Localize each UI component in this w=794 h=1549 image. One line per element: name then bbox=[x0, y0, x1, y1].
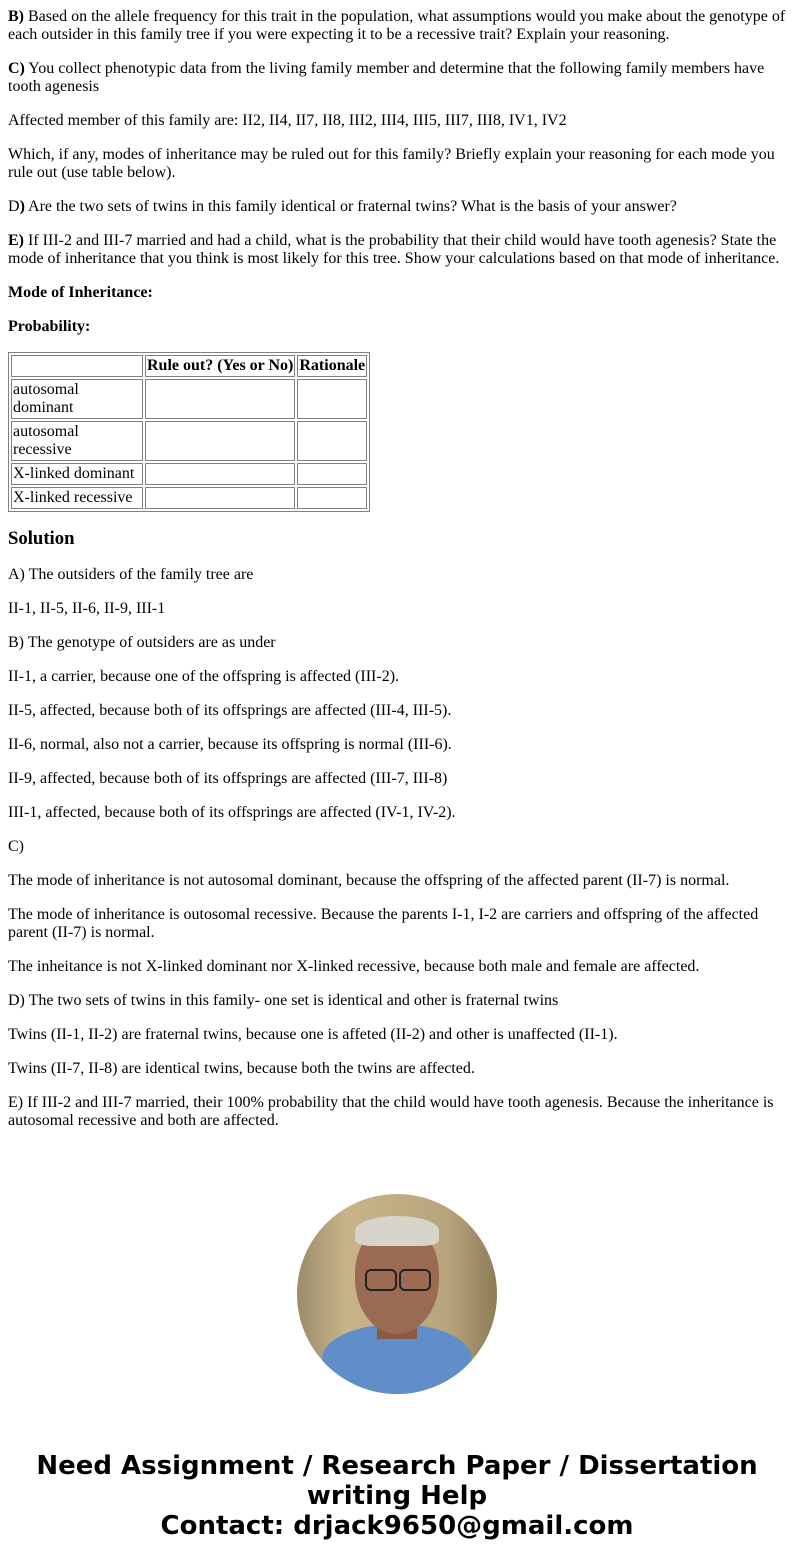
solution-body bbox=[8, 566, 786, 1130]
rule-out-cell bbox=[145, 421, 295, 461]
rationale-cell bbox=[297, 487, 367, 509]
solution-paragraph: II-1, II-5, II-6, II-9, III-1 bbox=[8, 600, 166, 617]
table-header bbox=[11, 355, 143, 377]
table-row bbox=[11, 421, 367, 461]
author-photo-container bbox=[8, 1194, 786, 1399]
solution-paragraph: II-5, affected, because both of its offsprings are affected (III-4, III-5). bbox=[8, 702, 452, 719]
table-header: Rule out? (Yes or No) bbox=[145, 355, 295, 377]
question-c: C) You collect phenotypic data from the living family member and determine that the following family members have tooth agenesis bbox=[8, 60, 765, 95]
solution-paragraph: Twins (II-7, II-8) are identical twins, because both the twins are affected. bbox=[8, 1060, 475, 1077]
mode-cell: X-linked recessive bbox=[11, 487, 143, 509]
contact-footer bbox=[8, 1451, 786, 1541]
question-b: B) Based on the allele frequency for this trait in the population, what assumptions would you make about the genotype of each outsider in this family tree if you were expecting it to be a recessive trait? Explain your reasoning. bbox=[8, 8, 786, 43]
solution-paragraph: Twins (II-1, II-2) are fraternal twins, because one is affeted (II-2) and other is unaffected (II-1). bbox=[8, 1026, 618, 1043]
solution-paragraph: A) The outsiders of the family tree are bbox=[8, 566, 254, 583]
solution-paragraph: II-9, affected, because both of its offsprings are affected (III-7, III-8) bbox=[8, 770, 448, 787]
table-row bbox=[11, 463, 367, 485]
solution-paragraph: D) The two sets of twins in this family- one set is identical and other is fraternal twins bbox=[8, 992, 559, 1009]
solution-paragraph: The inheitance is not X-linked dominant nor X-linked recessive, because both male and female are affected. bbox=[8, 958, 700, 975]
rationale-cell bbox=[297, 379, 367, 419]
mode-label: Mode of Inheritance: bbox=[8, 284, 153, 301]
author-photo bbox=[297, 1194, 497, 1394]
solution-paragraph: II-6, normal, also not a carrier, because its offspring is normal (III-6). bbox=[8, 736, 452, 753]
footer-tagline: Need Assignment / Research Paper / Dissertation writing Help bbox=[36, 1451, 758, 1511]
table-row bbox=[11, 487, 367, 509]
which-modes-question: Which, if any, modes of inheritance may be ruled out for this family? Briefly explain your reasoning for each mode you rule out (use table below). bbox=[8, 146, 775, 181]
table-row bbox=[11, 379, 367, 419]
rationale-cell bbox=[297, 421, 367, 461]
rule-out-cell bbox=[145, 463, 295, 485]
question-e: E) If III-2 and III-7 married and had a child, what is the probability that their child would have tooth agenesis? State the mode of inheritance that you think is most likely for this tree. Show your calculations based on that mode of inheritance. bbox=[8, 232, 780, 267]
question-d: D) Are the two sets of twins in this family identical or fraternal twins? What is the basis of your answer? bbox=[8, 198, 677, 215]
mode-cell: autosomal dominant bbox=[11, 379, 143, 419]
solution-paragraph: III-1, affected, because both of its offsprings are affected (IV-1, IV-2). bbox=[8, 804, 456, 821]
rule-out-cell bbox=[145, 487, 295, 509]
table-header-row bbox=[11, 355, 367, 377]
mode-cell: X-linked dominant bbox=[11, 463, 143, 485]
inheritance-table bbox=[8, 352, 370, 512]
mode-cell: autosomal recessive bbox=[11, 421, 143, 461]
solution-paragraph: B) The genotype of outsiders are as under bbox=[8, 634, 276, 651]
solution-paragraph: C) bbox=[8, 838, 24, 855]
table-header: Rationale bbox=[297, 355, 367, 377]
rationale-cell bbox=[297, 463, 367, 485]
solution-heading: Solution bbox=[8, 528, 75, 549]
probability-label: Probability: bbox=[8, 318, 91, 335]
affected-members: Affected member of this family are: II2, II4, II7, II8, III2, III4, III5, III7, III8, IV1, IV2 bbox=[8, 112, 567, 129]
solution-paragraph: II-1, a carrier, because one of the offspring is affected (III-2). bbox=[8, 668, 400, 685]
rule-out-cell bbox=[145, 379, 295, 419]
footer-contact: Contact: drjack9650@gmail.com bbox=[160, 1511, 634, 1541]
solution-paragraph: The mode of inheritance is not autosomal dominant, because the offspring of the affected parent (II-7) is normal. bbox=[8, 872, 730, 889]
solution-paragraph: The mode of inheritance is outosomal recessive. Because the parents I-1, I-2 are carriers and offspring of the affected parent (II-7) is normal. bbox=[8, 906, 759, 941]
solution-paragraph: E) If III-2 and III-7 married, their 100% probability that the child would have tooth agenesis. Because the inheritance is autosomal recessive and both are affected. bbox=[8, 1094, 774, 1129]
